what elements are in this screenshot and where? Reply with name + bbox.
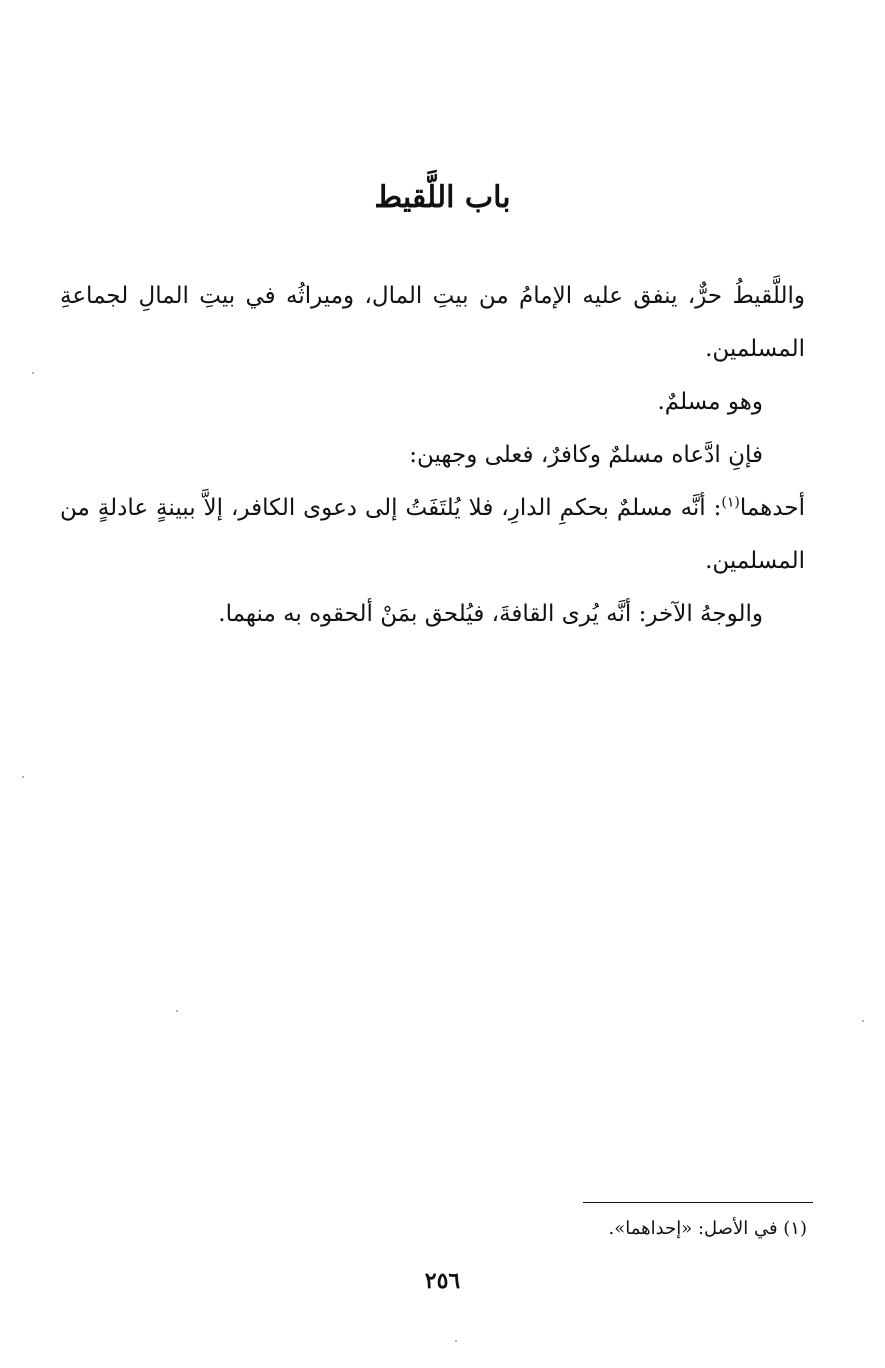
body-text [60, 270, 805, 641]
chapter-title: باب اللَّقيط [374, 180, 511, 216]
scan-speck [455, 1340, 457, 1342]
scan-speck [862, 1020, 864, 1022]
footnote: (١) في الأصل: «إحداهما». [608, 1218, 807, 1239]
paragraph-first-view [60, 482, 805, 588]
footnote-separator [583, 1202, 813, 1203]
paragraph-is-muslim: وهو مسلمٌ. [657, 389, 763, 415]
paragraph-second-view: والوجهُ الآخر: أنَّه يُرى القافةَ، فيُلحق بمَنْ ألحقوه به منهما. [218, 601, 763, 627]
scan-speck [22, 776, 24, 778]
first-view-lead: أحدهما [739, 495, 805, 521]
scan-speck [176, 1010, 178, 1012]
first-view-rest: : أنَّه مسلمٌ بحكمِ الدارِ، فلا يُلتَفَتُ إلى دعوى الكافر، إلاَّ ببينةٍ عادلةٍ من المسلمين. [60, 495, 805, 574]
paragraph-foundling-status: واللَّقيطُ حرٌّ، ينفق عليه الإمامُ من بيتِ المال، وميراثُه في بيتِ المالِ لجماعةِ المسلمين. [60, 283, 805, 362]
page-number: ٢٥٦ [424, 1268, 461, 1294]
footnote-reference: (١) [721, 494, 740, 511]
scan-speck [32, 372, 34, 374]
paragraph-claim: فإنِ ادَّعاه مسلمٌ وكافرٌ، فعلى وجهين: [409, 442, 763, 468]
